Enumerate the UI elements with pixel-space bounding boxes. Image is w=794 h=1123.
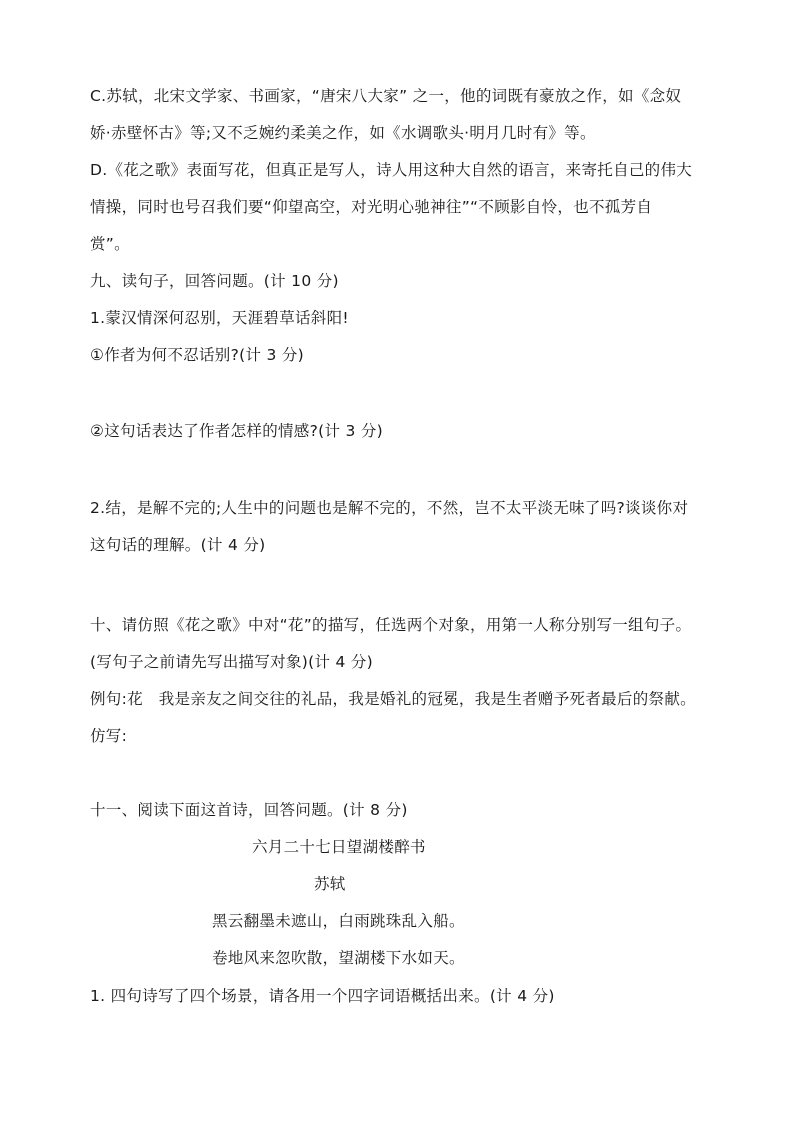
poem-line-1: 黑云翻墨未遮山，白雨跳珠乱入船。	[212, 912, 465, 930]
poem-title: 六月二十七日望湖楼醉书	[252, 838, 426, 856]
section-9-question-1: 1.蒙汉情深何忍别，天涯碧草话斜阳!	[90, 309, 349, 327]
section-9-question-2-line-2: 这句话的理解。(计 4 分)	[90, 536, 266, 554]
section-10-imitate-label: 仿写:	[90, 727, 128, 745]
option-c-line-2: 娇·赤壁怀古》等;又不乏婉约柔美之作，如《水调歌头·明月几时有》等。	[90, 124, 596, 142]
option-d-line-2: 情操，同时也号召我们要“仰望高空，对光明心驰神往”“不顾影自怜，也不孤芳自	[90, 198, 653, 216]
section-9-question-1-sub-2: ②这句话表达了作者怎样的情感?(计 3 分)	[90, 422, 384, 440]
poem-line-2: 卷地风来忽吹散，望湖楼下水如天。	[212, 949, 465, 967]
section-9-heading: 九、读句子，回答问题。(计 10 分)	[90, 272, 339, 290]
section-10-heading-line-1: 十、请仿照《花之歌》中对“花”的描写，任选两个对象，用第一人称分别写一组句子。	[90, 616, 692, 634]
section-11-heading: 十一、阅读下面这首诗，回答问题。(计 8 分)	[90, 801, 408, 819]
section-11-question-1: 1. 四句诗写了四个场景，请各用一个四字词语概括出来。(计 4 分)	[90, 987, 555, 1005]
option-c-line-1: C.苏轼，北宋文学家、书画家，“唐宋八大家” 之一，他的词既有豪放之作，如《念奴	[90, 87, 682, 105]
option-d-line-3: 赏”。	[90, 235, 130, 253]
section-9-question-2-line-1: 2.结，是解不完的;人生中的问题也是解不完的，不然，岂不太平淡无味了吗?谈谈你对	[90, 499, 689, 517]
section-9-question-1-sub-1: ①作者为何不忍话别?(计 3 分)	[90, 346, 305, 364]
section-10-example: 例句:花 我是亲友之间交往的礼品，我是婚礼的冠冕，我是生者赠予死者最后的祭献。	[90, 690, 696, 708]
section-10-heading-line-2: (写句子之前请先写出描写对象)(计 4 分)	[90, 653, 374, 671]
poem-author: 苏轼	[314, 875, 346, 893]
option-d-line-1: D.《花之歌》表面写花，但真正是写人，诗人用这种大自然的语言，来寄托自己的伟大	[90, 161, 693, 179]
